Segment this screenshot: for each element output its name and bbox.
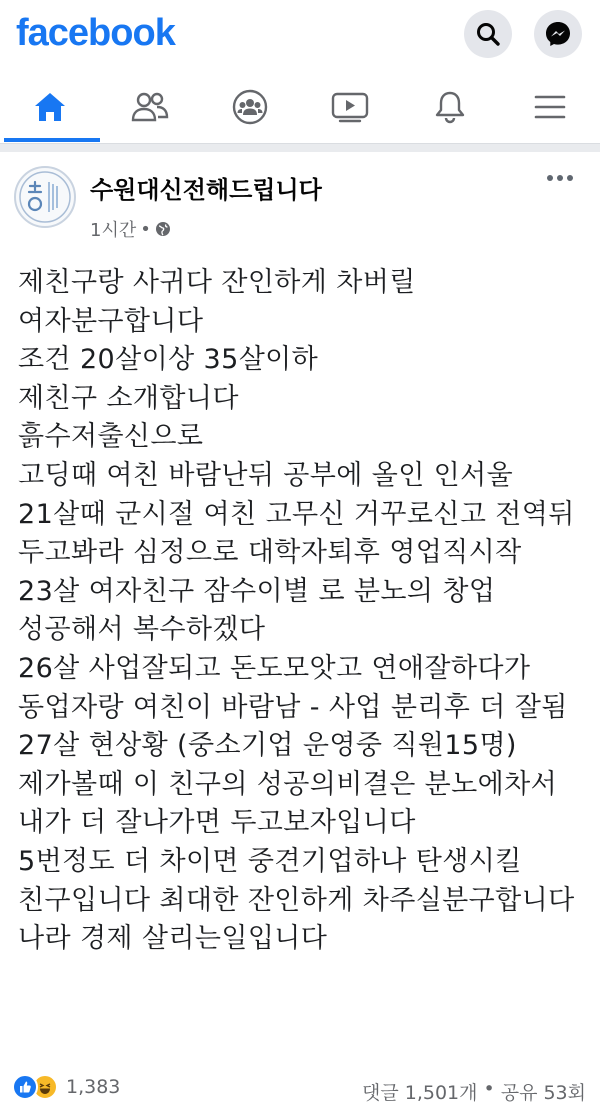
menu-icon bbox=[533, 92, 567, 122]
globe-icon bbox=[155, 221, 171, 237]
post-body bbox=[18, 264, 588, 959]
meta-dot: • bbox=[140, 218, 151, 240]
reactions-summary[interactable] bbox=[12, 1074, 120, 1100]
post-text-line: 여자분구합니다 bbox=[18, 305, 204, 337]
more-dot bbox=[557, 175, 563, 181]
nav-watch[interactable] bbox=[300, 72, 400, 142]
post-text-line: 나라 경제 살리는일입니다 bbox=[18, 923, 328, 955]
post-header bbox=[0, 152, 600, 252]
post-text-line: 친구입니다 최대한 잔인하게 차주실분구합니다 bbox=[18, 884, 575, 916]
nav-home[interactable] bbox=[0, 72, 100, 142]
search-button[interactable] bbox=[464, 10, 512, 58]
post-more-options-button[interactable] bbox=[538, 166, 582, 190]
nav-active-indicator bbox=[4, 138, 100, 142]
post-text-line: 23살 여자친구 잠수이별 로 분노의 창업 bbox=[18, 575, 496, 607]
comments-count[interactable]: 댓글 1,501개 bbox=[362, 1082, 478, 1104]
messenger-icon bbox=[544, 20, 572, 48]
post-text-line: 내가 더 잘나가면 두고보자입니다 bbox=[18, 807, 416, 839]
post-text-line: 동업자랑 여친이 바람남 - 사업 분리후 더 잘됨 bbox=[18, 691, 568, 723]
shares-count[interactable]: 공유 53회 bbox=[500, 1082, 586, 1104]
search-icon bbox=[475, 21, 501, 47]
post-text-line: 성공해서 복수하겠다 bbox=[18, 614, 266, 646]
friends-icon bbox=[130, 90, 170, 124]
notifications-icon bbox=[433, 89, 467, 125]
watch-icon bbox=[330, 90, 370, 124]
post-time[interactable]: 1시간 bbox=[90, 220, 137, 241]
post-text-line: 26살 사업잘되고 돈도모앗고 연애잘하다가 bbox=[18, 652, 531, 684]
post-text-line: 흙수저출신으로 bbox=[18, 421, 204, 453]
nav-menu[interactable] bbox=[500, 72, 600, 142]
page-name[interactable]: 수원대신전해드립니다 bbox=[90, 176, 322, 204]
post-text-line: 제친구 소개합니다 bbox=[18, 382, 239, 414]
reaction-count: 1,383 bbox=[66, 1076, 121, 1098]
facebook-logo[interactable]: facebook bbox=[16, 12, 175, 54]
post-text-line: 21살때 군시절 여친 고무신 거꾸로신고 전역뒤 bbox=[18, 498, 575, 530]
engagement-stats bbox=[362, 1078, 586, 1105]
nav-notifications[interactable] bbox=[400, 72, 500, 142]
more-dot bbox=[567, 175, 573, 181]
nav-groups[interactable] bbox=[200, 72, 300, 142]
messenger-button[interactable] bbox=[534, 10, 582, 58]
stats-separator: • bbox=[483, 1078, 495, 1100]
home-icon bbox=[32, 90, 68, 124]
post-meta bbox=[90, 216, 171, 242]
nav-bar bbox=[0, 72, 600, 144]
post-text-line: 고딩때 여친 바람난뒤 공부에 올인 인서울 bbox=[18, 459, 514, 491]
post-text-line: 두고봐라 심정으로 대학자퇴후 영업직시작 bbox=[18, 537, 522, 569]
page-avatar[interactable] bbox=[14, 166, 76, 228]
post-text-line: 27살 현상황 (중소기업 운영중 직원15명) bbox=[18, 730, 517, 762]
like-icon bbox=[12, 1074, 38, 1100]
post-text-line: 조건 20살이상 35살이하 bbox=[18, 344, 319, 376]
more-dot bbox=[547, 175, 553, 181]
post-text-line: 5번정도 더 차이면 중견기업하나 탄생시킬 bbox=[18, 845, 522, 877]
nav-friends[interactable] bbox=[100, 72, 200, 142]
post-footer bbox=[0, 1066, 600, 1110]
top-bar bbox=[0, 0, 600, 72]
post-text-line: 제가볼때 이 친구의 성공의비결은 분노에차서 bbox=[18, 768, 558, 800]
post-text-line: 제친구랑 사귀다 잔인하게 차버릴 bbox=[18, 267, 416, 298]
feed-separator bbox=[0, 144, 600, 152]
page-logo-image bbox=[16, 168, 74, 226]
groups-icon bbox=[231, 88, 269, 126]
